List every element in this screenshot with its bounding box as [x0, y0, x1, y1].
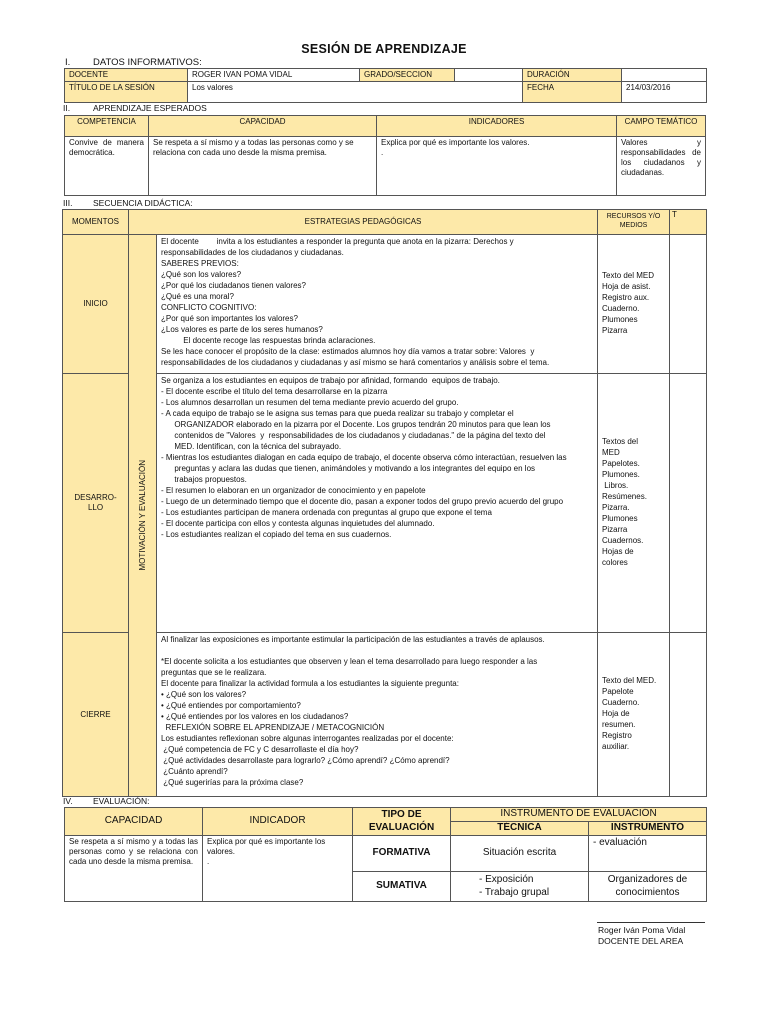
desarrollo-line: Se organiza a los estudiantes en equipos de trabajo por afinidad, formando equipos de trabajo.	[161, 376, 500, 385]
grado-label: GRADO/SECCION	[360, 69, 455, 82]
eval-tecnica-header: TÉCNICA	[451, 822, 589, 836]
cierre-line: El docente para finalizar la actividad formula a los estudiantes la siguiente pregunta:	[161, 679, 459, 688]
cierre-resource-item: Texto del MED.	[602, 676, 657, 685]
eval-indicador-dot: .	[207, 857, 210, 866]
momentos-header: MOMENTOS	[63, 210, 129, 235]
eval-formativa: FORMATIVA	[353, 836, 451, 872]
campo-tematico-value: Valores y responsabilidades de los ciudadanos y ciudadanas.	[617, 137, 706, 196]
section-1-number: I.	[65, 57, 71, 68]
titulo-value: Los valores	[188, 82, 523, 103]
cierre-resources	[598, 633, 670, 797]
cierre-line: • ¿Qué entiendes por comportamiento?	[161, 701, 301, 710]
inicio-resource-item: Registro aux.	[602, 293, 650, 302]
inicio-line: El docente invita a los estudiantes a responder la pregunta que anota en la pizarra: Derechos y	[161, 237, 514, 246]
desarrollo-label-cell	[63, 374, 129, 633]
eval-capacidad-header: CAPACIDAD	[65, 808, 203, 836]
desarrollo-label-1: DESARRO-	[74, 493, 117, 502]
signature-name: Roger Iván Poma Vidal	[598, 925, 686, 935]
section-2-label: APRENDIZAJE ESPERADOS	[93, 103, 207, 113]
docente-value: ROGER IVAN POMA VIDAL	[188, 69, 360, 82]
desarrollo-line: ORGANIZADOR elaborado en la pizarra por el Docente. Los grupos tendrán 20 minutos para que lean los	[161, 420, 551, 429]
eval-tipo-header: TIPO DE EVALUACIÓN	[353, 808, 451, 836]
inicio-line: Se les hace conocer el propósito de la clase: estimados alumnos hoy día vamos a tratar sobre: Valores y	[161, 347, 535, 356]
cierre-resources-list	[602, 676, 665, 753]
t-header	[670, 210, 707, 235]
inicio-line: ¿Por qué son importantes los valores?	[161, 314, 298, 323]
datos-informativos-table	[64, 68, 707, 103]
desarrollo-resource-item: colores	[602, 558, 628, 567]
cierre-line	[161, 646, 593, 657]
desarrollo-line: - El docente participa con ellos y contesta algunas inquietudes del alumnado.	[161, 519, 435, 528]
section-2-number: II.	[63, 103, 71, 113]
indicadores-dot: .	[381, 148, 384, 157]
desarrollo-line: - Los estudiantes participan de manera ordenada con preguntas al grupo que expone el tema	[161, 508, 492, 517]
eval-tecnica-sumativa	[451, 872, 589, 902]
indicadores-header: INDICADORES	[377, 116, 617, 137]
inicio-resources-list	[602, 271, 665, 337]
desarrollo-t	[670, 374, 707, 633]
desarrollo-line: - El resumen lo elaboran en un organizador de conocimiento y en papelote	[161, 486, 426, 495]
inicio-line: ¿Qué es una moral?	[161, 292, 234, 301]
recursos-header: RECURSOS Y/O MEDIOS	[598, 210, 670, 235]
desarrollo-resource-item: Textos del	[602, 437, 639, 446]
secuencia-table	[62, 209, 707, 797]
fecha-value: 214/03/2016	[622, 82, 707, 103]
cierre-line: • ¿Qué son los valores?	[161, 690, 247, 699]
desarrollo-line: - Los alumnos desarrollan un resumen del tema mediante previo acuerdo del grupo.	[161, 398, 459, 407]
cierre-line: ¿Cuánto aprendí?	[161, 767, 228, 776]
desarrollo-resource-item: Cuadernos.	[602, 536, 644, 545]
inicio-line: responsabilidades de los ciudadanos y ciudadanas y así mismo se hará comentarios y análisis sobre el tema.	[161, 358, 550, 367]
cierre-line: REFLEXIÓN SOBRE EL APRENDIZAJE / METACOGNICIÓN	[161, 723, 385, 732]
cierre-label: CIERRE	[63, 633, 129, 797]
grado-value	[455, 69, 523, 82]
eval-instrumento-formativa: - evaluación	[589, 836, 707, 872]
desarrollo-line: - El docente escribe el título del tema desarrollarse en la pizarra	[161, 387, 388, 396]
aprendizajes-table	[64, 115, 706, 196]
desarrollo-resources-list	[602, 437, 665, 569]
desarrollo-line: MED. Identifican, con la técnica del subrayado.	[161, 442, 342, 451]
eval-tecnica-sumativa-2: - Trabajo grupal	[479, 886, 550, 898]
t-header-label: T	[672, 210, 677, 219]
campo-tematico-header: CAMPO TEMÁTICO	[617, 116, 706, 137]
competencia-header: COMPETENCIA	[65, 116, 149, 137]
desarrollo-line: - Los estudiantes realizan el copiado del tema en sus cuadernos.	[161, 530, 392, 539]
duracion-label: DURACIÓN	[523, 69, 622, 82]
desarrollo-line: trabajos propuestos.	[161, 475, 247, 484]
cierre-lines	[161, 635, 593, 789]
eval-sumativa: SUMATIVA	[353, 872, 451, 902]
inicio-resource-item: Pizarra	[602, 326, 628, 335]
desarrollo-resource-item: Pizarra	[602, 525, 628, 534]
desarrollo-resource-item: Plumones.	[602, 470, 640, 479]
inicio-resources	[598, 235, 670, 374]
cierre-resource-item: Cuaderno.	[602, 698, 640, 707]
inicio-resource-item: Cuaderno.	[602, 304, 640, 313]
cierre-line: Al finalizar las exposiciones es importante estimular la participación de las estudiantes a través de aplausos.	[161, 635, 545, 644]
section-4-label: EVALUACIÓN:	[93, 796, 150, 806]
cierre-resource-item: Registro	[602, 731, 632, 740]
estrategias-header: ESTRATEGIAS PEDAGÓGICAS	[129, 210, 598, 235]
section-3-label: SECUENCIA DIDÁCTICA:	[93, 198, 193, 208]
cierre-line: preguntas que se le realizara.	[161, 668, 267, 677]
inicio-label: INICIO	[63, 235, 129, 374]
inicio-strategies	[157, 235, 598, 374]
titulo-label: TÍTULO DE LA SESIÓN	[65, 82, 188, 103]
eval-indicador-value: Explica por qué es importante los valores.	[207, 837, 326, 856]
desarrollo-resource-item: Libros.	[602, 481, 629, 490]
signature-line	[597, 922, 705, 923]
cierre-line: ¿Qué competencia de FC y C desarrollaste el día hoy?	[161, 745, 359, 754]
desarrollo-resource-item: Hojas de	[602, 547, 634, 556]
capacidad-header: CAPACIDAD	[149, 116, 377, 137]
inicio-line: responsabilidades de los ciudadanos y ciudadanas.	[161, 248, 344, 257]
inicio-line: ¿Los valores es parte de los seres humanos?	[161, 325, 323, 334]
inicio-t	[670, 235, 707, 374]
competencia-value: Convive de manera democrática.	[65, 137, 149, 196]
desarrollo-lines	[161, 376, 593, 541]
desarrollo-resource-item: Resúmenes.	[602, 492, 647, 501]
section-3-number: III.	[63, 198, 73, 208]
inicio-lines	[161, 237, 593, 369]
capacidad-value: Se respeta a sí mismo y a todas las personas como y se relaciona con cada uno desde la misma premisa.	[149, 137, 377, 196]
cierre-line: ¿Qué actividades desarrollaste para lograrlo? ¿Cómo aprendí? ¿Cómo aprendí?	[161, 756, 450, 765]
indicadores-cell	[377, 137, 617, 196]
eval-tecnica-formativa: Situación escrita	[451, 836, 589, 872]
desarrollo-line: - Luego de un determinado tiempo que el docente dio, pasan a exponer todos del grupo previo acuerdo del grupo	[161, 497, 564, 506]
cierre-strategies	[157, 633, 598, 797]
desarrollo-resource-item: Plumones	[602, 514, 638, 523]
cierre-line: Los estudiantes reflexionan sobre algunas interrogantes realizadas por el docente:	[161, 734, 454, 743]
cierre-line: *El docente solicita a los estudiantes que observen y lean el tema desarrollado para luego responder a las	[161, 657, 538, 666]
inicio-line: El docente recoge las respuestas brinda aclaraciones.	[161, 336, 376, 345]
inicio-line: CONFLICTO COGNITIVO:	[161, 303, 257, 312]
fecha-label: FECHA	[523, 82, 622, 103]
docente-label: DOCENTE	[65, 69, 188, 82]
eval-instrumento-evaluacion-header: INSTRUMENTO DE EVALUACIÓN	[451, 808, 707, 822]
cierre-line: • ¿Qué entiendes por los valores en los ciudadanos?	[161, 712, 349, 721]
desarrollo-resource-item: Pizarra.	[602, 503, 630, 512]
indicadores-value: Explica por qué es importante los valores.	[381, 138, 530, 147]
cierre-t	[670, 633, 707, 797]
desarrollo-resources	[598, 374, 670, 633]
cierre-line: ¿Qué sugerirías para la próxima clase?	[161, 778, 304, 787]
inicio-resource-item: Hoja de asist.	[602, 282, 651, 291]
inicio-line: SABERES PREVIOS:	[161, 259, 239, 268]
eval-indicador-cell	[203, 836, 353, 902]
eval-instrumento-header: INSTRUMENTO	[589, 822, 707, 836]
duracion-value	[622, 69, 707, 82]
desarrollo-line: - Mientras los estudiantes dialogan en cada equipo de trabajo, el docente observa cómo interactúan, resuelven las	[161, 453, 567, 462]
page-title: SESIÓN DE APRENDIZAJE	[301, 42, 467, 56]
cierre-resource-item: Papelote	[602, 687, 634, 696]
cierre-resource-item: resumen.	[602, 720, 636, 729]
desarrollo-label-2: LLO	[87, 503, 104, 512]
section-1-label: DATOS INFORMATIVOS:	[93, 57, 202, 68]
cierre-resource-item: Hoja de	[602, 709, 630, 718]
eval-tecnica-sumativa-1: - Exposición	[479, 874, 534, 885]
inicio-resource-item: Texto del MED	[602, 271, 655, 280]
eval-indicador-header: INDICADOR	[203, 808, 353, 836]
signature-role: DOCENTE DEL AREA	[598, 936, 684, 946]
section-4-number: IV.	[63, 796, 73, 806]
desarrollo-line: preguntas y aclara las dudas que tienen, animándoles y motivando a los integrantes del equipo en los	[161, 464, 536, 473]
desarrollo-line: contenidos de "Valores y responsabilidades de los ciudadanos y ciudadanas." de la página del texto del	[161, 431, 546, 440]
inicio-line: ¿Qué son los valores?	[161, 270, 242, 279]
motivacion-evaluacion-label: MOTIVACIÓN Y EVALUACIÓN	[137, 460, 147, 571]
desarrollo-strategies	[157, 374, 598, 633]
evaluacion-table	[64, 807, 707, 902]
eval-capacidad-value: Se respeta a sí mismo y a todas las personas como y se relaciona con cada uno desde la misma premisa.	[65, 836, 203, 902]
cierre-resource-item: auxiliar.	[602, 742, 630, 751]
inicio-resource-item: Plumones	[602, 315, 638, 324]
vertical-label-cell	[129, 235, 157, 797]
desarrollo-resource-item: Papelotes.	[602, 459, 640, 468]
desarrollo-resource-item: MED	[602, 448, 620, 457]
eval-instrumento-sumativa: Organizadores de conocimientos	[589, 872, 707, 902]
desarrollo-line: - A cada equipo de trabajo se le asigna sus temas para que pueda realizar su trabajo y completar el	[161, 409, 514, 418]
inicio-line: ¿Por qué los ciudadanos tienen valores?	[161, 281, 306, 290]
